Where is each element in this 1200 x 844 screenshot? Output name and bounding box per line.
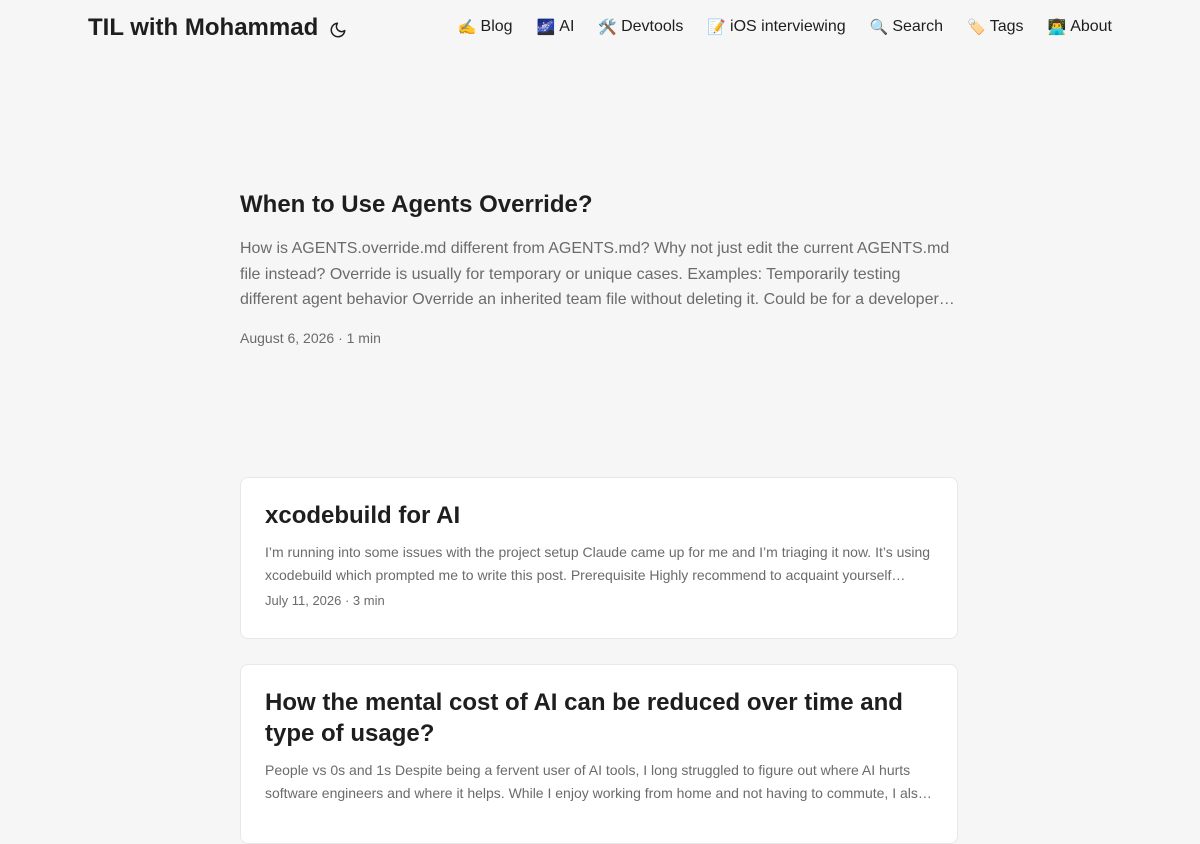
tools-icon: 🛠️ xyxy=(598,18,618,36)
nav-item-about[interactable] xyxy=(1048,18,1113,36)
site-title-link[interactable]: TIL with Mohammad xyxy=(88,14,319,41)
main-nav xyxy=(458,18,1112,36)
post-card-meta: July 11, 2026 · 3 min xyxy=(265,593,385,608)
nav-item-search[interactable] xyxy=(870,18,943,36)
writing-hand-icon: ✍️ xyxy=(457,18,477,36)
milky-way-icon: 🌌 xyxy=(536,18,556,36)
post-card[interactable] xyxy=(240,477,958,639)
nav-item-blog[interactable] xyxy=(458,18,513,36)
nav-item-label: AI xyxy=(559,18,575,35)
technologist-icon: 👨‍💻 xyxy=(1047,18,1067,36)
featured-post-title[interactable]: When to Use Agents Override? xyxy=(240,191,593,218)
post-card-summary: I’m running into some issues with the project setup Claude came up for me and I’m triaging it now. It’s using xcodebuild which prompted me to write this post. Prerequisite Highly recommend to acquaint yourself xyxy=(265,544,931,583)
site-header xyxy=(0,0,1200,60)
nav-item-ai[interactable] xyxy=(537,18,575,36)
nav-item-devtools[interactable] xyxy=(598,18,683,36)
post-card-title[interactable]: xcodebuild for AI xyxy=(265,502,461,529)
post-card[interactable] xyxy=(240,664,958,844)
magnifier-icon: 🔍 xyxy=(869,18,889,36)
nav-item-label: Search xyxy=(892,18,944,35)
featured-post-summary: How is AGENTS.override.md different from AGENTS.md? Why not just edit the current AGENTS.md file instead? Override is usually for temporary or unique cases. Examples: Temporarily testing different agent behavior Override an inherited team file without deleting it. Could be for a developer… xyxy=(240,240,955,308)
nav-item-label: About xyxy=(1070,18,1112,35)
nav-item-label: Tags xyxy=(989,18,1024,35)
moon-icon[interactable] xyxy=(327,19,349,41)
featured-post[interactable] xyxy=(240,190,960,346)
nav-item-tags[interactable] xyxy=(967,18,1023,36)
memo-icon: 📝 xyxy=(707,18,727,36)
nav-item-label: Devtools xyxy=(621,18,684,35)
post-card-title[interactable]: How the mental cost of AI can be reduced over time and type of usage? xyxy=(265,689,903,747)
post-card-summary: People vs 0s and 1s Despite being a fervent user of AI tools, I long struggled to figure out where AI hurts software engineers and where it helps. While I enjoy working from home and not having to commute, I als… xyxy=(265,762,932,801)
nav-item-label: iOS interviewing xyxy=(730,18,846,35)
nav-item-ios-interviewing[interactable] xyxy=(707,18,845,36)
nav-item-label: Blog xyxy=(480,18,513,35)
label-tag-icon: 🏷️ xyxy=(967,18,986,36)
featured-post-meta: August 6, 2026 · 1 min xyxy=(240,330,381,346)
